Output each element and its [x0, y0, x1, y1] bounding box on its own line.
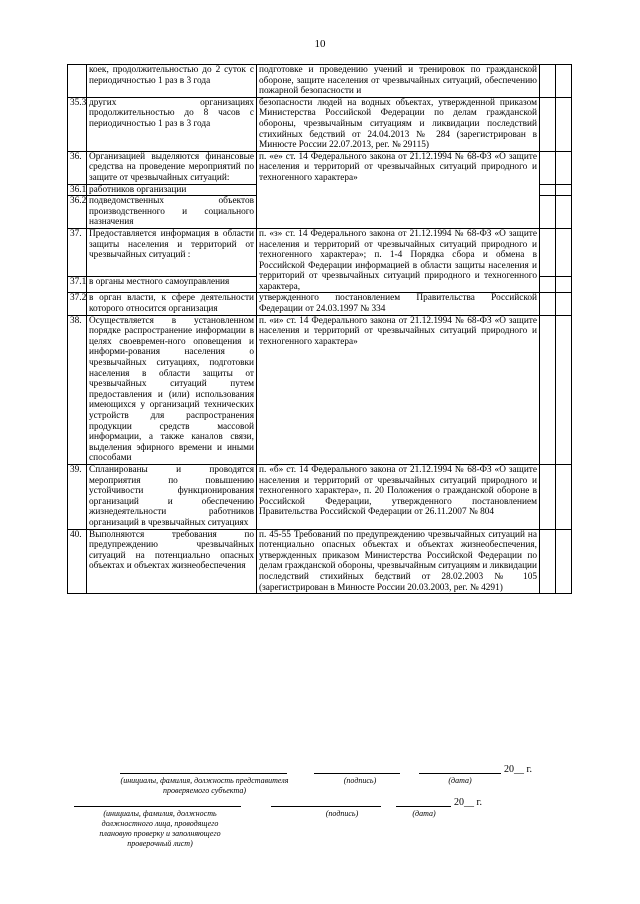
answer-yes-cell[interactable] [540, 151, 556, 184]
table-row [68, 315, 572, 464]
table-row [68, 228, 572, 276]
signature-line-2 [271, 806, 381, 807]
name-line-1 [120, 773, 287, 774]
row-number: 36.1 [68, 184, 87, 196]
requirement-question: Предоставляется информация в области защиты населения и территорий от чрезвычайных ситуаций : [87, 228, 257, 276]
requirement-question: в орган власти, к сфере деятельности которого относится организация [87, 293, 257, 315]
year-text-2: 20__ г. [454, 797, 482, 808]
answer-no-cell[interactable] [556, 97, 572, 151]
row-number: 37.1 [68, 276, 87, 293]
row-number: 37.2 [68, 293, 87, 315]
requirement-question: работников организации [87, 184, 257, 196]
answer-yes-cell[interactable] [540, 464, 556, 529]
year-text-1: 20__ г. [504, 764, 532, 775]
table-row [68, 529, 572, 594]
row-number: 38. [68, 315, 87, 464]
table-row [68, 65, 572, 98]
requirement-question: Выполняются требования по предупреждению чрезвычайных ситуаций на потенциально опасных объектах и объектах жизнеобеспечения [87, 529, 257, 594]
answer-yes-cell[interactable] [540, 315, 556, 464]
signature-caption-2: (подпись) [325, 809, 359, 818]
legal-reference: подготовке и проведению учений и тренировок по гражданской обороне, защите населения от чрезвычайных ситуаций, обеспечению пожарной безопасности и [257, 65, 540, 98]
name-caption-1: (инициалы, фамилия, должность представителя проверяемого субъекта) [120, 776, 289, 795]
row-number: 40. [68, 529, 87, 594]
answer-no-cell[interactable] [556, 228, 572, 276]
answer-no-cell[interactable] [556, 65, 572, 98]
answer-no-cell[interactable] [556, 184, 572, 196]
name-caption-2: (инициалы, фамилия, должность должностного лица, проводящего плановую проверку и заполняющего проверочный лист) [99, 809, 221, 848]
row-number [68, 65, 87, 98]
table-row [68, 97, 572, 151]
requirement-question: подведомственных объектов производственного и социального назначения [87, 196, 257, 229]
page-number: 10 [314, 38, 326, 50]
legal-reference: п. 45-55 Требований по предупреждению чрезвычайных ситуаций на потенциально опасных объектах и объектах жизнеобеспечения, утвержденных приказом Министерства Российской Федерации по делам гражданской обороны, чрезвычайным ситуациям и ликвидации последствий стихийных бедствий от 28.02.2003 № 105 (зарегистрирован в Минюсте России 20.03.2003, рег. № 4291) [257, 529, 540, 594]
answer-yes-cell[interactable] [540, 293, 556, 315]
answer-yes-cell[interactable] [540, 65, 556, 98]
legal-reference: п. «б» ст. 14 Федерального закона от 21.12.1994 № 68-ФЗ «О защите населения и территорий от чрезвычайных ситуаций природного и техногенного характера», п. 20 Положения о гражданской обороне в Российской Федерации, утвержденного постановлением Правительства Российской Федерации от 26.11.2007 № 804 [257, 464, 540, 529]
row-number: 37. [68, 228, 87, 276]
table-row [68, 464, 572, 529]
answer-no-cell[interactable] [556, 529, 572, 594]
answer-yes-cell[interactable] [540, 276, 556, 293]
legal-reference: утвержденного постановлением Правительства Российской Федерации от 24.03.1997 № 334 [257, 293, 540, 315]
answer-no-cell[interactable] [556, 151, 572, 184]
date-line-1 [419, 773, 501, 774]
answer-no-cell[interactable] [556, 276, 572, 293]
table-row [68, 293, 572, 315]
date-caption-1: (дата) [448, 776, 472, 785]
row-number: 36. [68, 151, 87, 184]
row-number: 36.2 [68, 196, 87, 229]
date-caption-2: (дата) [412, 809, 436, 818]
answer-yes-cell[interactable] [540, 97, 556, 151]
legal-reference: п. «и» ст. 14 Федерального закона от 21.12.1994 № 68-ФЗ «О защите населения и территорий от чрезвычайных ситуаций природного и техногенного характера» [257, 315, 540, 464]
requirement-question: Спланированы и проводятся мероприятия по повышению устойчивости функционирования организаций и обеспечению жизнедеятельности работников организаций в чрезвычайных ситуациях [87, 464, 257, 529]
name-line-2 [74, 806, 241, 807]
legal-reference: п. «з» ст. 14 Федерального закона от 21.12.1994 № 68-ФЗ «О защите населения и территорий от чрезвычайных ситуаций природного и техногенного характера»; п. 1-4 Порядка сбора и обмена в Российской Федерации информацией в области защиты населения и территорий от чрезвычайных ситуаций природного и техногенного характера, [257, 228, 540, 293]
signature-caption-1: (подпись) [343, 776, 377, 785]
answer-yes-cell[interactable] [540, 529, 556, 594]
answer-no-cell[interactable] [556, 196, 572, 229]
row-number: 39. [68, 464, 87, 529]
checklist-table [67, 64, 572, 594]
requirement-question: других организациях продолжительностью до 8 часов с периодичностью 1 раз в 3 года [87, 97, 257, 151]
answer-no-cell[interactable] [556, 464, 572, 529]
requirement-question: Организацией выделяются финансовые средства на проведение мероприятий по защите от чрезвычайных ситуаций: [87, 151, 257, 184]
date-line-2 [396, 806, 451, 807]
answer-yes-cell[interactable] [540, 184, 556, 196]
requirement-question: коек, продолжительностью до 2 суток с периодичностью 1 раз в 3 года [87, 65, 257, 98]
answer-yes-cell[interactable] [540, 228, 556, 276]
answer-yes-cell[interactable] [540, 196, 556, 229]
requirement-question: Осуществляется в установленном порядке распространение информации в целях своевремен-ного оповещения и информи-рования населения о чрезвычайных ситуациях, подготовки населения в области защиты от чрезвычайных ситуаций путем предоставления и (или) использования имеющихся у организаций технических устройств для распространения продукции средств массовой информации, а также каналов связи, выделения эфирного времени и иными способами [87, 315, 257, 464]
table-row [68, 151, 572, 184]
requirement-question: в органы местного самоуправления [87, 276, 257, 293]
answer-no-cell[interactable] [556, 315, 572, 464]
legal-reference: п. «е» ст. 14 Федерального закона от 21.12.1994 № 68-ФЗ «О защите населения и территорий от чрезвычайных ситуаций природного и техногенного характера» [257, 151, 540, 228]
legal-reference: безопасности людей на водных объектах, утвержденной приказом Министерства Российской Федерации по делам гражданской обороны, чрезвычайным ситуациям и ликвидации последствий стихийных бедствий от 24.04.2013 № 284 (зарегистрирован в Минюсте России 22.07.2013, рег. № 29115) [257, 97, 540, 151]
row-number: 35.3 [68, 97, 87, 151]
signature-line-1 [314, 773, 400, 774]
answer-no-cell[interactable] [556, 293, 572, 315]
